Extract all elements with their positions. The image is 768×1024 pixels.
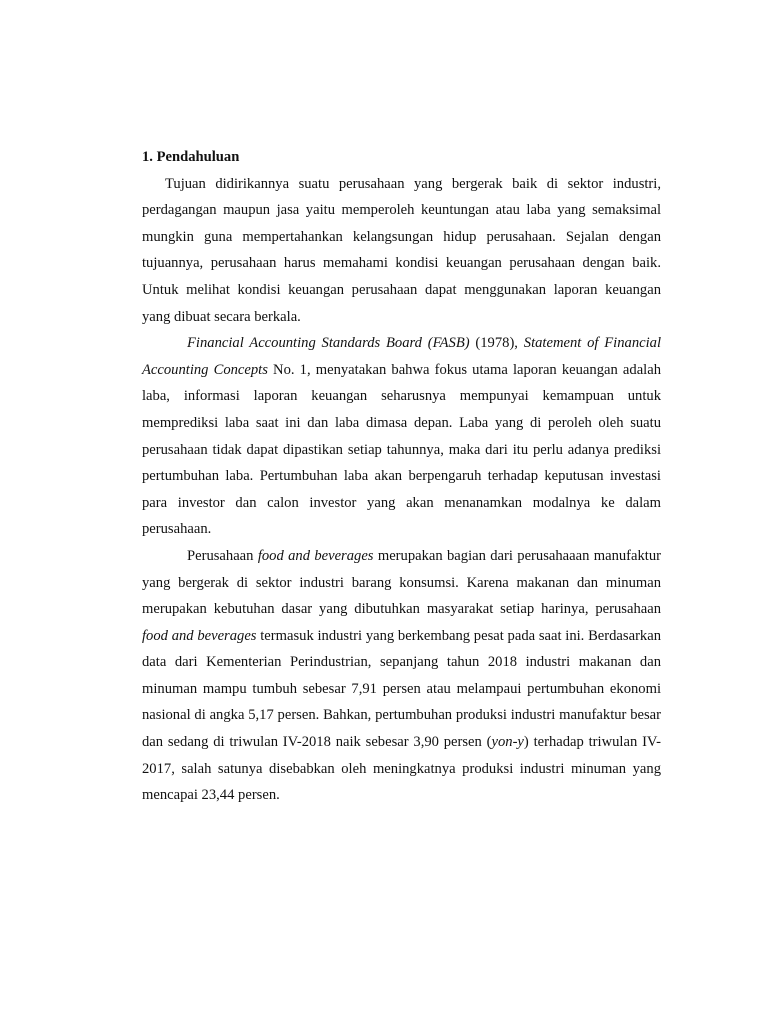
paragraph-fasb-text: No. 1, menyatakan bahwa fokus utama laporan keuangan adalah laba, informasi laporan keuangan seharusnya mempunyai kemampuan untuk memprediksi laba saat ini dan laba dimasa depan. Laba yang di peroleh oleh suatu perusahaan tidak dapat dipastikan setiap tahunnya, maka dari itu perlu adanya prediksi pertumbuhan laba. Pertumbuhan laba akan berpengaruh terhadap keputusan investasi para investor dan calon investor yang akan menanamkan modalnya ke dalam perusahaan. [142,361,661,538]
fasb-term: Financial Accounting Standards Board (FASB) [187,335,470,352]
food-beverages-term-2: food and beverages [142,627,257,644]
sfac-term: Statement of Financial Accounting Concepts [142,335,661,378]
paragraph-fb-text-4: ) terhadap triwulan IV-2017, salah satunya disebabkan oleh meningkatnya produksi industri minuman yang mencapai 23,44 persen. [142,734,661,804]
paragraph-food-beverages [142,543,661,809]
paragraph-intro [142,171,661,331]
paragraph-fasb [142,330,661,543]
paragraph-intro-text: Tujuan didirikannya suatu perusahaan yang bergerak baik di sektor industri, perdagangan maupun jasa yaitu memperoleh keuntungan atau laba yang semaksimal mungkin guna mempertahankan kelangsungan hidup perusahaan. Sejalan dengan tujuannya, perusahaan harus memahami kondisi keuangan perusahaan dengan baik. Untuk melihat kondisi keuangan perusahaan dapat menggunakan laporan keuangan yang dibuat secara berkala. [142,175,661,325]
paragraph-fb-text-2: merupakan bagian dari perusahaaan manufaktur yang bergerak di sektor industri barang konsumsi. Karena makanan dan minuman merupakan kebutuhan dasar yang dibutuhkan masyarakat setiap harinya, perusahaan [142,547,662,618]
food-beverages-term-1: food and beverages [257,547,374,564]
section-heading: 1. Pendahuluan [142,149,240,165]
fasb-year: (1978), [469,335,524,352]
yon-y-term: yon-y [491,734,524,751]
paragraph-fb-text-3: termasuk industri yang berkembang pesat pada saat ini. Berdasarkan data dari Kementerian Perindustrian, sepanjang tahun 2018 industri makanan dan minuman mampu tumbuh sebesar 7,91 persen atau melampaui pertumbuhan ekonomi nasional di angka 5,17 persen. Bahkan, pertumbuhan produksi industri manufaktur besar dan sedang di triwulan IV-2018 naik sebesar 3,90 persen ( [142,627,661,751]
paragraph-fb-text-1: Perusahaan [187,547,258,564]
document-page [142,144,661,809]
